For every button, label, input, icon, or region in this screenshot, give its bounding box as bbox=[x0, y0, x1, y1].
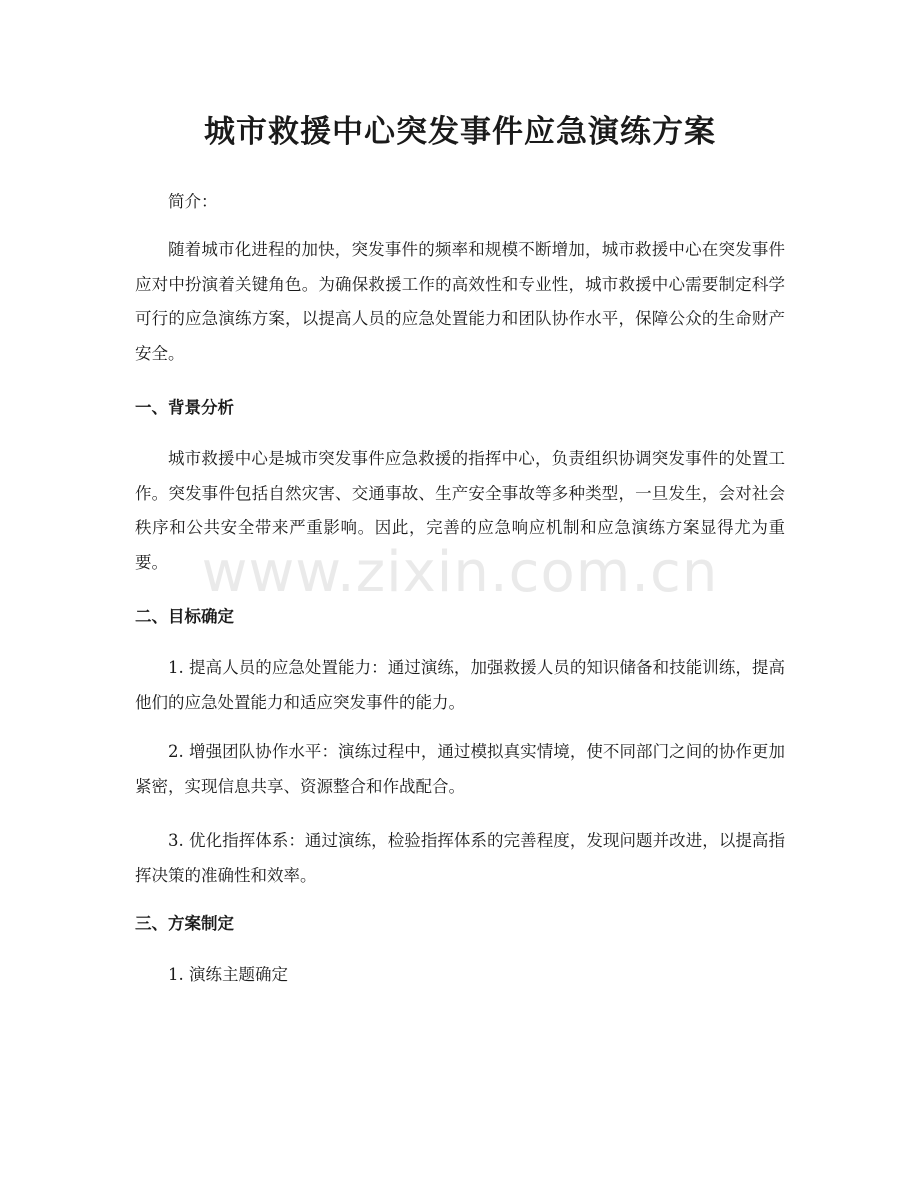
intro-paragraph: 随着城市化进程的加快，突发事件的频率和规模不断增加，城市救援中心在突发事件应对中扮演着关键角色。为确保救援工作的高效性和专业性，城市救援中心需要制定科学可行的应急演练方案，以提高人员的应急处置能力和团队协作水平，保障公众的生命财产安全。 bbox=[135, 240, 785, 363]
section-heading-background: 一、背景分析 bbox=[135, 398, 234, 417]
section-heading-goals: 二、目标确定 bbox=[135, 607, 234, 626]
section-heading-plan: 三、方案制定 bbox=[135, 914, 234, 933]
goal-item-3: 3. 优化指挥体系：通过演练，检验指挥体系的完善程度，发现问题并改进，以提高指挥决策的准确性和效率。 bbox=[135, 831, 785, 885]
intro-label: 简介： bbox=[168, 192, 218, 211]
watermark: www.zixin.com.cn bbox=[201, 540, 719, 605]
goal-item-1: 1. 提高人员的应急处置能力：通过演练，加强救援人员的知识储备和技能训练，提高他们的应急处置能力和适应突发事件的能力。 bbox=[135, 658, 785, 712]
goal-item-2: 2. 增强团队协作水平：演练过程中，通过模拟真实情境，使不同部门之间的协作更加紧密，实现信息共享、资源整合和作战配合。 bbox=[135, 742, 785, 796]
document-title: 城市救援中心突发事件应急演练方案 bbox=[204, 114, 716, 150]
background-paragraph: 城市救援中心是城市突发事件应急救援的指挥中心，负责组织协调突发事件的处置工作。突发事件包括自然灾害、交通事故、生产安全事故等多种类型，一旦发生，会对社会秩序和公共安全带来严重影响。因此，完善的应急响应机制和应急演练方案显得尤为重要。 bbox=[135, 449, 785, 572]
plan-item-1: 1. 演练主题确定 bbox=[168, 965, 288, 984]
